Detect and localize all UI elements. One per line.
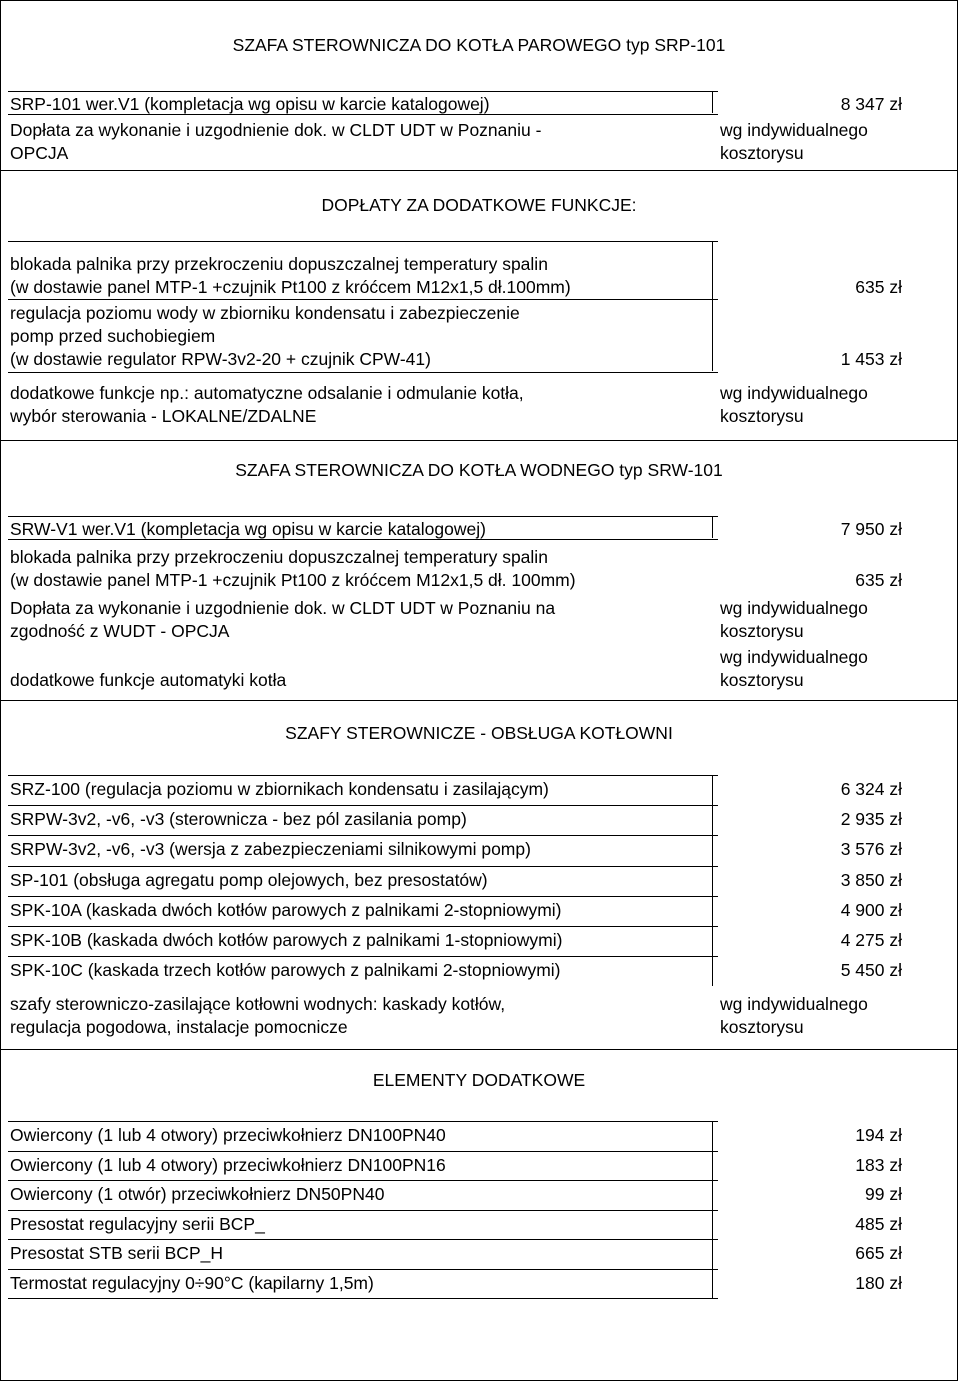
row-divider (8, 539, 718, 540)
szafy-wodne-price-line2: kosztorysu (720, 1017, 804, 1037)
srp-udt-label-line1: Dopłata za wykonanie i uzgodnienie dok. w CLDT UDT w Poznaniu - (10, 120, 542, 140)
doplaty-dodatkowe-price-line1: wg indywidualnego (720, 383, 868, 403)
srw-blokada-price: 635 zł (855, 570, 902, 590)
szafy-row-label: SRPW-3v2, -v6, -v3 (sterownicza - bez pól zasilania pomp) (10, 809, 467, 830)
elementy-row-price: 180 zł (855, 1272, 902, 1293)
row-divider (8, 1121, 718, 1122)
srw-v1-label: SRW-V1 wer.V1 (kompletacja wg opisu w karcie katalogowej) (10, 519, 486, 539)
price-divider (712, 299, 719, 371)
row-divider (8, 299, 718, 300)
row-divider (8, 114, 718, 115)
row-divider (8, 1151, 718, 1152)
srp-udt-price-line2: kosztorysu (720, 143, 804, 163)
elementy-row-price: 485 zł (855, 1213, 902, 1234)
elementy-row-label: Owiercony (1 lub 4 otwory) przeciwkołnierz DN100PN16 (10, 1154, 446, 1175)
elementy-row-price: 665 zł (855, 1243, 902, 1263)
szafy-row-price: 2 935 zł (840, 809, 902, 830)
price-divider (712, 91, 719, 113)
elementy-row-label: Presostat STB serii BCP_H (10, 1243, 223, 1263)
row-divider (8, 91, 718, 92)
srw-udt-line1: Dopłata za wykonanie i uzgodnienie dok. w CLDT UDT w Poznaniu na (10, 598, 556, 618)
row-divider (8, 926, 718, 927)
price-divider (712, 835, 719, 865)
szafy-row-label: SPK-10A (kaskada dwóch kotłów parowych z palnikami 2-stopniowymi) (10, 899, 562, 920)
szafy-row-price: 4 900 zł (840, 899, 902, 920)
elementy-row-price: 183 zł (855, 1154, 902, 1175)
srp-udt-label-opcja: OPCJA (10, 143, 69, 163)
elementy-row-label: Termostat regulacyjny 0÷90°C (kapilarny 1,5m) (10, 1272, 374, 1293)
doplaty-regulacja-line2: pomp przed suchobiegiem (10, 326, 216, 346)
srp-section-title: SZAFA STEROWNICZA DO KOTŁA PAROWEGO typ SRP-101 (232, 35, 726, 55)
doplaty-dodatkowe-price-line2: kosztorysu (720, 406, 804, 426)
row-divider (8, 866, 718, 867)
price-divider (712, 1210, 719, 1240)
price-divider (712, 1239, 719, 1269)
szafy-row-price: 6 324 zł (840, 779, 902, 799)
row-divider (8, 516, 718, 517)
doplaty-blokada-line1: blokada palnika przy przekroczeniu dopuszczalnej temperatury spalin (10, 254, 548, 274)
szafy-section-title: SZAFY STEROWNICZE - OBSŁUGA KOTŁOWNI (285, 723, 673, 743)
szafy-row-price: 3 576 zł (840, 839, 902, 860)
srw-udt-opcja: OPCJA (171, 621, 230, 641)
szafy-row-label: SPK-10B (kaskada dwóch kotłów parowych z palnikami 1-stopniowymi) (10, 930, 563, 950)
szafy-row-label: SRZ-100 (regulacja poziomu w zbiornikach kondensatu i zasilającym) (10, 779, 549, 799)
doplaty-dodatkowe-line2: wybór sterowania - LOKALNE/ZDALNE (10, 406, 317, 426)
srp-v1-label: SRP-101 wer.V1 (kompletacja wg opisu w karcie katalogowej) (10, 94, 490, 114)
elementy-row-label: Owiercony (1 otwór) przeciwkołnierz DN50PN40 (10, 1184, 385, 1204)
doplaty-blokada-line2: (w dostawie panel MTP-1 +czujnik Pt100 z króćcem M12x1,5 dł.100mm) (10, 277, 571, 297)
srw-section-title: SZAFA STEROWNICZA DO KOTŁA WODNEGO typ SRW-101 (235, 460, 723, 480)
row-divider (8, 775, 718, 776)
srw-blokada-line2: (w dostawie panel MTP-1 +czujnik Pt100 z króćcem M12x1,5 dł. 100mm) (10, 570, 576, 590)
szafy-wodne-price-line1: wg indywidualnego (720, 994, 868, 1014)
price-divider (712, 241, 719, 299)
doplaty-regulacja-line1: regulacja poziomu wody w zbiorniku kondensatu i zabezpieczenie (10, 303, 520, 323)
srw-automatyka-price-line2: kosztorysu (720, 670, 804, 690)
elementy-row-label: Owiercony (1 lub 4 otwory) przeciwkołnierz DN100PN40 (10, 1125, 446, 1145)
srw-udt-line2 (10, 620, 229, 643)
srw-udt-price-line2: kosztorysu (720, 621, 804, 641)
szafy-row-price: 3 850 zł (840, 869, 902, 890)
price-divider (712, 866, 719, 896)
doplaty-section-title: DOPŁATY ZA DODATKOWE FUNKCJE: (321, 195, 637, 215)
doplaty-blokada-price: 635 zł (855, 277, 902, 297)
price-divider (712, 516, 719, 538)
srp-section-box (0, 0, 958, 171)
row-divider (8, 896, 718, 897)
srw-udt-line2-text: zgodność z WUDT - (10, 621, 172, 641)
doplaty-dodatkowe-line1: dodatkowe funkcje np.: automatyczne odsalanie i odmulanie kotła, (10, 383, 524, 403)
srw-udt-price-line1: wg indywidualnego (720, 598, 868, 618)
row-divider (8, 956, 718, 957)
price-divider (712, 805, 719, 835)
price-divider (712, 1121, 719, 1151)
doplaty-regulacja-line3: (w dostawie regulator RPW-3v2-20 + czujnik CPW-41) (10, 349, 431, 369)
szafy-wodne-line2: regulacja pogodowa, instalacje pomocnicze (10, 1017, 348, 1037)
row-divider (8, 1269, 718, 1270)
row-divider (8, 1298, 718, 1299)
price-divider (712, 896, 719, 926)
row-divider (8, 1239, 718, 1240)
price-divider (712, 1269, 719, 1299)
szafy-row-price: 5 450 zł (840, 960, 902, 981)
row-divider (8, 835, 718, 836)
srw-blokada-line1: blokada palnika przy przekroczeniu dopuszczalnej temperatury spalin (10, 547, 548, 567)
row-divider (8, 372, 718, 373)
elementy-section-title: ELEMENTY DODATKOWE (372, 1070, 586, 1090)
price-divider (712, 956, 719, 986)
price-divider (712, 1180, 719, 1210)
price-divider (712, 926, 719, 956)
elementy-row-label: Presostat regulacyjny serii BCP_ (10, 1213, 265, 1234)
szafy-row-label: SPK-10C (kaskada trzech kotłów parowych z palnikami 2-stopniowymi) (10, 960, 561, 981)
srp-udt-price-line1: wg indywidualnego (720, 120, 868, 140)
szafy-row-label: SRPW-3v2, -v6, -v3 (wersja z zabezpieczeniami silnikowymi pomp) (10, 839, 531, 860)
srw-v1-price: 7 950 zł (840, 519, 902, 539)
row-divider (8, 805, 718, 806)
price-divider (712, 775, 719, 805)
price-divider (712, 1151, 719, 1181)
srp-v1-price: 8 347 zł (840, 94, 902, 114)
row-divider (8, 241, 718, 242)
srw-automatyka-label: dodatkowe funkcje automatyki kotła (10, 670, 287, 690)
elementy-row-price: 194 zł (855, 1125, 902, 1145)
elementy-row-price: 99 zł (865, 1184, 902, 1204)
srw-automatyka-price-line1: wg indywidualnego (720, 647, 868, 667)
row-divider (8, 1210, 718, 1211)
szafy-row-price: 4 275 zł (840, 930, 902, 950)
szafy-row-label: SP-101 (obsługa agregatu pomp olejowych, bez presostatów) (10, 869, 488, 890)
szafy-wodne-line1: szafy sterowniczo-zasilające kotłowni wodnych: kaskady kotłów, (10, 994, 506, 1014)
doplaty-regulacja-price: 1 453 zł (840, 349, 902, 369)
row-divider (8, 1180, 718, 1181)
